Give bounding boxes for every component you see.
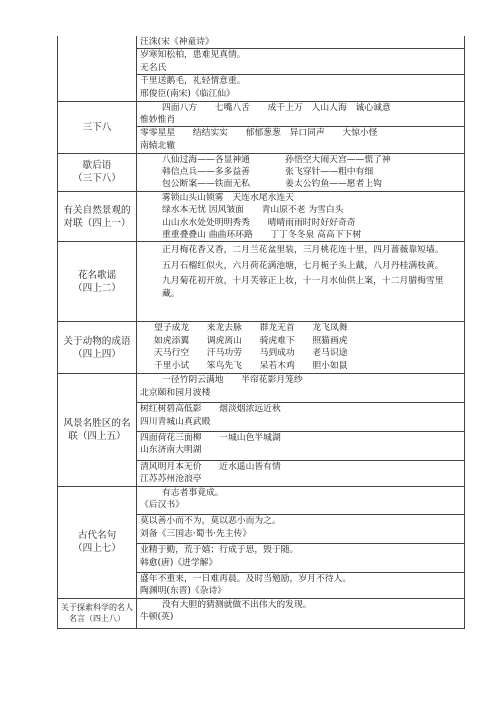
row-category: 风景名胜区的名联（四上五） [58, 374, 137, 486]
row-category [58, 36, 137, 101]
quote-line: 没有大胆的猜测就做不出伟大的发现。 [162, 599, 312, 610]
idiom-line: 零零星星 结结实实 郁郁葱葱 异口同声 大惊小怪 [137, 126, 464, 139]
ballad-paragraph: 正月梅花香又香，二月兰花盆里装，三月桃花连十里，四月蔷薇靠短墙。 [162, 245, 444, 256]
row-category: 花名歌谣 （四上二） [58, 242, 137, 322]
table-row [58, 322, 465, 374]
animal-idiom-line: 望子成龙 来龙去脉 群龙无首 龙飞凤舞 [154, 323, 348, 334]
quote-source: 无名氏 [140, 62, 167, 73]
quote-source: 牛顿(英) [140, 612, 174, 623]
quote-line: 业精于勤，荒于嬉；行成于思，毁于随。 [137, 543, 464, 556]
table-row [58, 598, 465, 628]
document-sheet [57, 36, 465, 629]
knowledge-table [57, 36, 465, 629]
quote-line: 莫以善小而不为，莫以恶小而为之。 [137, 514, 464, 527]
idiom-line: 惟妙惟肖 [140, 114, 176, 125]
couplet-line: 四面荷花三面柳 一城山色半城湖 [137, 431, 464, 444]
row-content [137, 486, 465, 598]
quote-source: 韩愈(唐)《进学解》 [140, 557, 218, 568]
couplet-line: 雾锁山头山锁雾 天连水尾水连天 [162, 192, 294, 203]
quote-line: 岁寒知松柏，患难见真情。 [137, 48, 464, 61]
idiom-line: 四面八方 七嘴八舌 成千上万 人山人海 诚心诚意 [162, 102, 391, 113]
quote-source: 陶渊明(东晋)《杂诗》 [140, 586, 227, 597]
animal-idiom-line: 如虎添翼 调虎离山 骑虎难下 照猫画虎 [154, 335, 348, 346]
quote-line: 千里送鹅毛，礼轻情意重。 [137, 74, 464, 87]
table-row [58, 191, 465, 242]
xiehouyu-line: 韩信点兵——多多益善 张飞穿针——粗中有细 [162, 166, 374, 177]
row-content [137, 242, 465, 322]
quote-line: 有志者事竟成。 [162, 487, 224, 498]
row-content [137, 322, 465, 374]
table-row [58, 242, 465, 322]
table-row [58, 36, 465, 101]
row-content [137, 101, 465, 153]
row-content [137, 191, 465, 242]
row-content [137, 36, 465, 101]
row-category: 古代名句 （四上七） [58, 486, 137, 598]
couplet-line: 树红树碧高低影 烟淡烟浓远近秋 [137, 402, 464, 415]
row-content [137, 153, 465, 191]
row-category: 三下八 [58, 101, 137, 153]
ballad-paragraph: 五月石榴红似火，六月荷花满池塘，七月栀子头上戴，八月丹桂满枝黄。 [162, 260, 444, 271]
quote-source: 汪洙(宋《神童诗》 [140, 37, 214, 47]
couplet-line: 清风明月本无价 近水遥山皆有情 [137, 460, 464, 473]
quote-source: 邢俊臣(南宋)《临江仙》 [140, 88, 235, 99]
couplet-location: 江苏苏州沧浪亭 [140, 474, 202, 485]
row-category: 歇后语 （三下八） [58, 153, 137, 191]
quote-source: 《后汉书》 [140, 500, 184, 510]
row-category: 关于探索科学的名人名言（四上八） [58, 598, 137, 628]
animal-idiom-line: 千里小试 笨鸟先飞 呆若木鸡 胆小如鼠 [154, 360, 348, 371]
row-category: 有关自然景观的对联（四上一） [58, 191, 137, 242]
animal-idiom-line: 天马行空 汗马功劳 马到成功 老马识途 [154, 348, 348, 359]
row-content [137, 598, 465, 628]
table-row [58, 153, 465, 191]
xiehouyu-line: 八仙过海——各显神通 孙悟空大闹天宫——慌了神 [162, 154, 391, 165]
quote-source: 刘备《三国志·蜀书·先主传》 [140, 528, 252, 539]
table-row [58, 374, 465, 486]
couplet-location: 山东济南大明湖 [140, 445, 202, 456]
quote-line: 盛年不重来，一日难再晨。及时当勉励，岁月不待人。 [137, 572, 464, 585]
couplet-location: 北京颐和园月波楼 [140, 387, 211, 398]
couplet-location: 四川青城山真武殿 [140, 416, 211, 427]
table-row [58, 101, 465, 153]
row-content [137, 374, 465, 486]
couplet-line: 绿水本无忧 因风皱面 青山原不老 为雪白头 [162, 205, 344, 216]
ballad-paragraph: 九月菊花初开放，十月芙蓉正上妆，十一月水仙供上案，十二月腊梅雪里藏。 [162, 276, 444, 299]
row-category: 关于动物的成语 （四上四） [58, 322, 137, 374]
couplet-line: 山山水水处处明明秀秀 晴晴雨雨时时好好奇奇 [162, 217, 356, 228]
couplet-line: 一径竹阴云满地 半帘花影月笼纱 [162, 375, 303, 386]
idiom-line: 南辕北辙 [140, 140, 176, 151]
xiehouyu-line: 包公断案——铁面无私 姜太公钓鱼——愿者上钩 [162, 179, 382, 190]
couplet-line: 重重叠叠山 曲曲环环路 丁丁冬冬泉 高高下下树 [162, 229, 362, 240]
table-row [58, 486, 465, 598]
